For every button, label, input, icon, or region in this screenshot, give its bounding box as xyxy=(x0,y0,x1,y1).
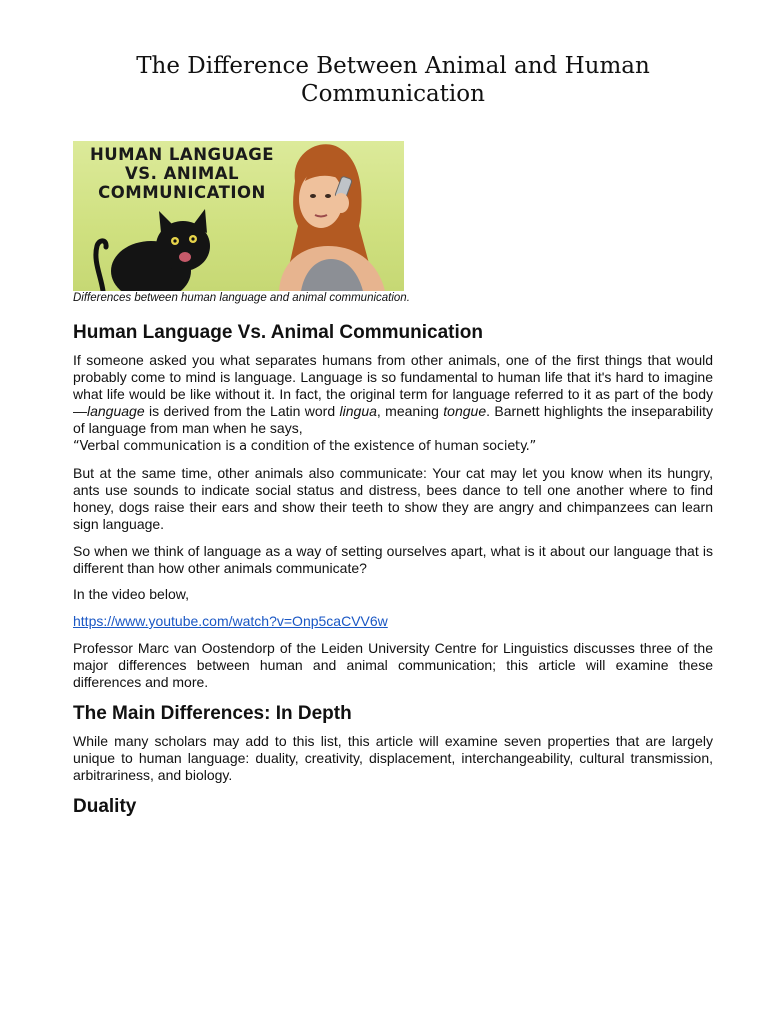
section-heading-main-differences: The Main Differences: In Depth xyxy=(73,703,352,724)
question-paragraph: So when we think of language as a way of setting ourselves apart, what is it about our language that is different than how other animals communicate? xyxy=(73,543,713,576)
intro-em-lingua: lingua xyxy=(339,403,377,419)
intro-text-d: . Barnett highlights the inseparability of language from man when he says, xyxy=(73,403,714,436)
banner-line-3: COMMUNICATION xyxy=(98,183,266,202)
cartoon-illustration xyxy=(73,141,404,291)
cat-and-woman-drawing xyxy=(73,141,404,291)
black-cat-icon xyxy=(96,209,210,291)
intro-paragraph xyxy=(73,352,713,455)
section-heading-duality: Duality xyxy=(73,796,137,817)
intro-em-language: language xyxy=(87,403,145,419)
intro-text-b: is derived from the Latin word xyxy=(144,403,340,419)
title-line-2: Communication xyxy=(301,81,485,107)
youtube-video-link[interactable]: https://www.youtube.com/watch?v=Onp5caCVV6w xyxy=(73,613,388,629)
document-page xyxy=(73,0,713,818)
animals-communicate-paragraph: But at the same time, other animals also communicate: Your cat may let you know when its hungry, ants use sounds to indicate social status and distress, bees dance to tell one another where to find honey, dogs raise their ears and show their teeth to show they are angry and chimpanzees can learn sign language. xyxy=(73,465,713,532)
video-intro-text: In the video below, xyxy=(73,586,189,602)
video-link-paragraph xyxy=(73,613,713,630)
figure xyxy=(73,141,713,304)
woman-on-phone-icon xyxy=(279,144,385,291)
intro-text-a: If someone asked you what separates humans from other animals, one of the first things that would probably come to mind is language. Language is so fundamental to human life that it's hard to imagine what life would be like without it. In fact, the original term for language referred to it as part of the body— xyxy=(73,352,713,419)
title-line-1: The Difference Between Animal and Human xyxy=(136,53,650,79)
banner-line-2: VS. ANIMAL xyxy=(124,164,240,183)
section-heading-comparison: Human Language Vs. Animal Communication xyxy=(73,322,483,343)
properties-paragraph: While many scholars may add to this list, this article will examine seven properties that are largely unique to human language: duality, creativity, displacement, interchangeability, cultural transmission, arbitrariness, and biology. xyxy=(73,733,713,783)
intro-em-tongue: tongue xyxy=(443,403,487,419)
intro-text-c: , meaning xyxy=(376,403,444,419)
document-title xyxy=(73,52,713,108)
banner-line-1: HUMAN LANGUAGE xyxy=(89,145,275,164)
figure-caption: Differences between human language and animal communication. xyxy=(73,292,410,304)
professor-paragraph: Professor Marc van Oostendorp of the Leiden University Centre for Linguistics discusses three of the major differences between human and animal communication; this article will examine these differences and more. xyxy=(73,640,713,690)
barnett-quote: “Verbal communication is a condition of the existence of human society.” xyxy=(73,439,537,454)
